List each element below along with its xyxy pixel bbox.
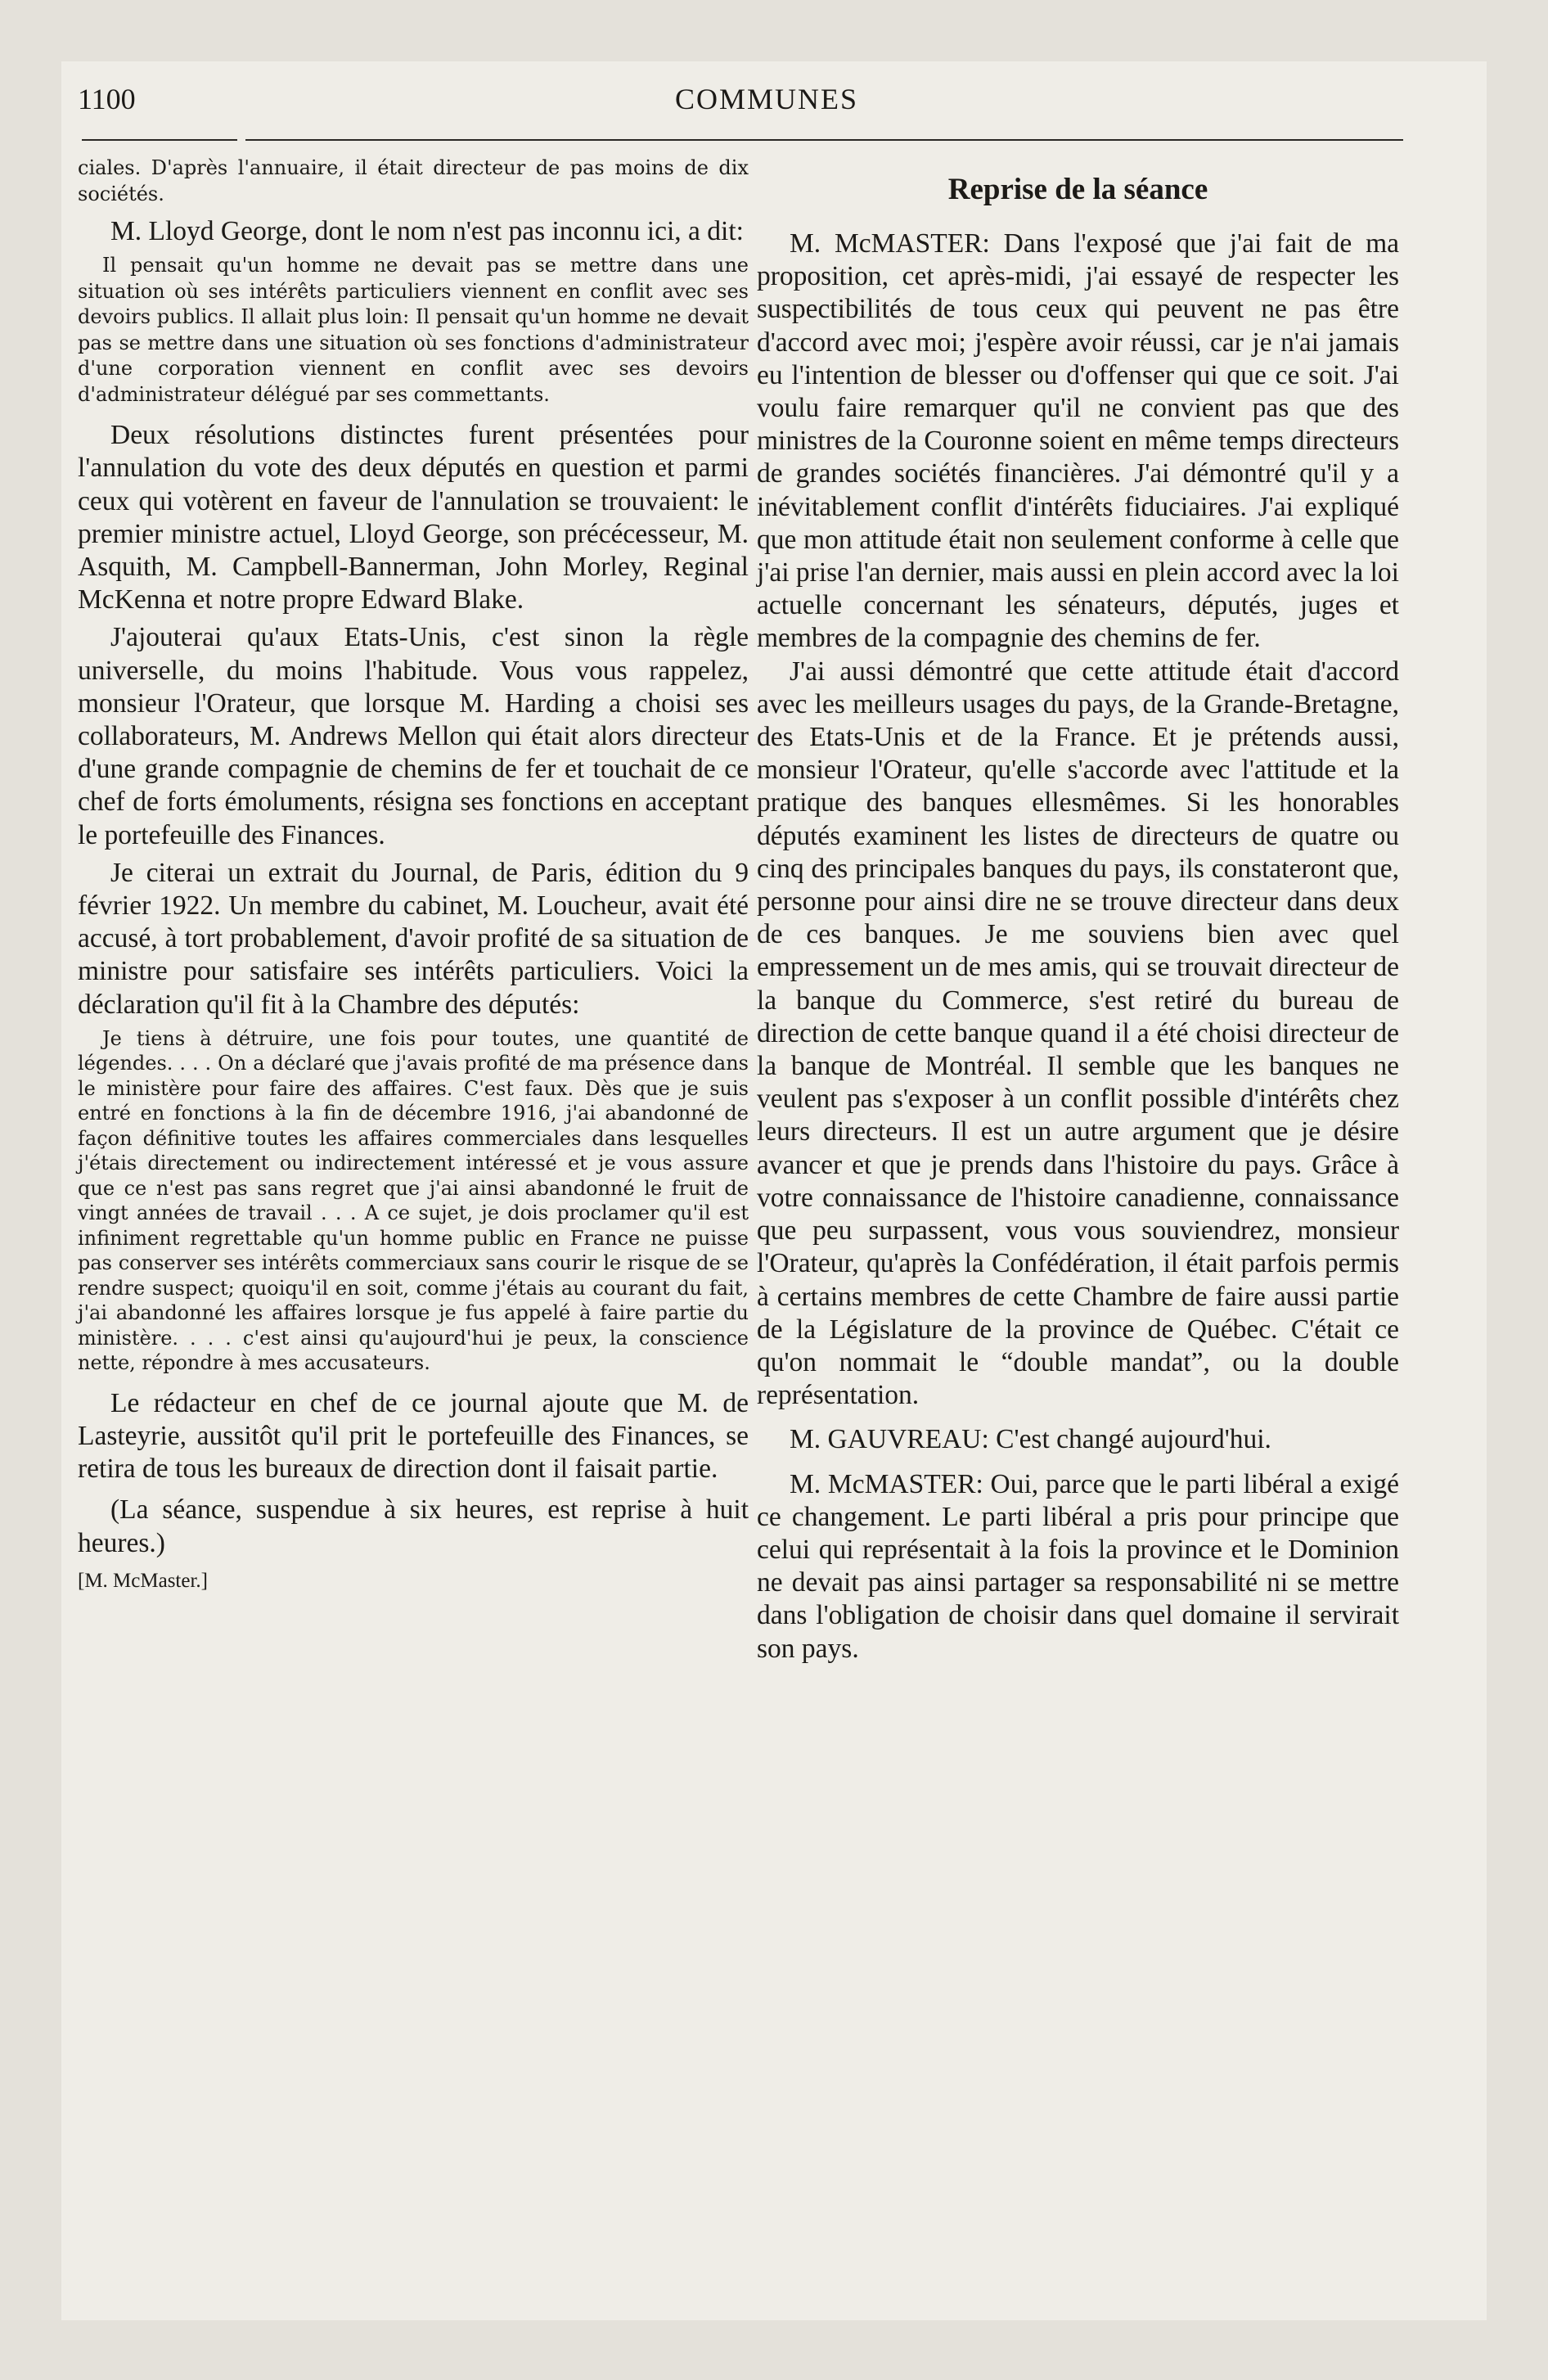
- paragraph-continuation: ciales. D'après l'annuaire, il était directeur de pas moins de dix sociétés.: [78, 156, 749, 205]
- page-number: 1100: [78, 83, 136, 115]
- paragraph-gauvreau: M. GAUVREAU: C'est changé aujourd'hui.: [790, 1424, 1271, 1455]
- paragraph-lasteyrie: Le rédacteur en chef de ce journal ajoute que M. de Lasteyrie, aussitôt qu'il prit le portefeuille des Finances, se retira de tous les bureaux de direction dont il faisait partie.: [78, 1387, 749, 1485]
- paragraph-mcmaster-1: M. McMASTER: Dans l'exposé que j'ai fait de ma proposition, cet après-midi, j'ai essayé de respecter les suspectibilités de tous ceux qui peuvent ne pas être d'accord avec moi; j'espère avoir réussi, car je n'ai jamais eu l'intention de blesser ou d'offenser qui que ce soit. J'ai voulu faire remarquer qu'il ne convient pas que des ministres de la Couronne soient en même temps directeurs de grandes sociétés financières. J'ai démontré qu'il y a inévitablement conflit d'intérêts fiduciaires. J'ai expliqué que mon attitude était non seulement conforme à celle que j'ai prise l'an dernier, mais aussi en plein accord avec la loi actuelle concernant les sénateurs, députés, juges et membres de la compagnie des chemins de fer.: [757, 228, 1399, 654]
- paragraph-journal-paris: Je citerai un extrait du Journal, de Paris, édition du 9 février 1922. Un membre du cabinet, M. Loucheur, avait été accusé, à tort probablement, d'avoir profité de sa situation de ministre pour satisfaire ses intérêts particuliers. Voici la déclaration qu'il fit à la Chambre des députés:: [78, 857, 749, 1020]
- paragraph-seance-suspendue: (La séance, suspendue à six heures, est reprise à huit heures.): [78, 1494, 749, 1558]
- quote-loucheur: Je tiens à détruire, une fois pour toutes, une quantité de légendes. . . . On a déclaré que j'avais profité de ma présence dans le ministère pour faire des affaires. C'est faux. Dès que je suis entré en fonctions à la fin de décembre 1916, j'ai abandonné de façon définitive toutes les affaires commerciales dans lesquelles j'étais directement ou indirectement intéressé et je vous assure que ce n'est pas sans regret que j'ai ainsi abandonné le fruit de vingt années de travail . . . A ce sujet, je dois proclamer qu'il est infiniment regrettable qu'un homme public en France ne puisse pas conserver ses intérêts commerciaux sans courir le risque de se rendre suspect; quoiqu'il en soit, comme j'étais au courant du fait, j'ai abandonné les affaires lorsque je fus appelé à faire partie du ministère. . . . c'est ainsi qu'aujourd'hui je peux, la conscience nette, répondre à mes accusateurs.: [78, 1026, 749, 1375]
- speaker-signature: [M. McMaster.]: [78, 1569, 208, 1592]
- paragraph-mcmaster-3: M. McMASTER: Oui, parce que le parti libéral a exigé ce changement. Le parti libéral a pris pour principe que celui qui représentait à la fois la province et le Dominion ne devait pas ainsi partager sa responsabilité ni se mettre dans l'obligation de choisir dans quel domaine il servirait son pays.: [757, 1468, 1399, 1664]
- page-header: [78, 82, 1403, 131]
- running-title: COMMUNES: [675, 83, 859, 115]
- paragraph-united-states: J'ajouterai qu'aux Etats-Unis, c'est sinon la règle universelle, du moins l'habitude. Vous vous rappelez, monsieur l'Orateur, que lorsque M. Harding a choisi ses collaborateurs, M. Andrews Mellon qui était alors directeur d'une grande compagnie de chemins de fer et touchait de ce chef de forts émoluments, résigna ses fonctions en acceptant le portefeuille des Finances.: [78, 622, 749, 850]
- section-heading: Reprise de la séance: [947, 173, 1208, 206]
- left-column: [78, 156, 749, 1594]
- paragraph-lloyd-george-intro: M. Lloyd George, dont le nom n'est pas inconnu ici, a dit:: [110, 216, 744, 246]
- quote-lloyd-george: Il pensait qu'un homme ne devait pas se mettre dans une situation où ses intérêts particuliers viennent en conflit avec ses devoirs publics. Il allait plus loin: Il pensait qu'un homme ne devait pas se mettre dans une situation où ses fonctions d'administrateur d'une corporation viennent en conflit avec ses devoirs d'administrateur délégué par ses commettants.: [78, 254, 749, 406]
- paragraph-mcmaster-2: J'ai aussi démontré que cette attitude était d'accord avec les meilleurs usages du pays, de la Grande-Bretagne, des Etats-Unis et de la France. Et je prétends aussi, monsieur l'Orateur, qu'elle s'accorde avec l'attitude et la pratique des banques ellesmêmes. Si les honorables députés examinent les listes de directeurs de quatre ou cinq des principales banques du pays, ils constateront que, personne pour ainsi dire ne se trouve directeur dans deux de ces banques. Je me souviens bien avec quel empressement un de mes amis, qui se trouvait directeur de la banque du Commerce, s'est retiré du bureau de direction de cette banque quand il a été choisi directeur de la banque de Montréal. Il semble que les banques ne veulent pas s'exposer à un conflit possible d'intérêts chez leurs directeurs. Il est un autre argument que je désire avancer et que je prends dans l'histoire du pays. Grâce à votre connaissance de l'histoire canadienne, connaissance que peu surpassent, vous vous souviendrez, monsieur l'Orateur, qu'après la Confédération, il était parfois permis à certains membres de cette Chambre de faire aussi partie de la Législature de la province de Québec. C'était ce qu'on nommait le “double mandat”, ou la double représentation.: [757, 656, 1399, 1411]
- header-rule: [245, 139, 1403, 141]
- paragraph-resolutions: Deux résolutions distinctes furent présentées pour l'annulation du vote des deux députés en question et parmi ceux qui votèrent en faveur de l'annulation se trouvaient: le premier ministre actuel, Lloyd George, son précécesseur, M. Asquith, M. Campbell-Bannerman, John Morley, Reginal McKenna et notre propre Edward Blake.: [78, 420, 749, 615]
- header-rule-short: [82, 139, 237, 141]
- right-column: [757, 156, 1399, 1666]
